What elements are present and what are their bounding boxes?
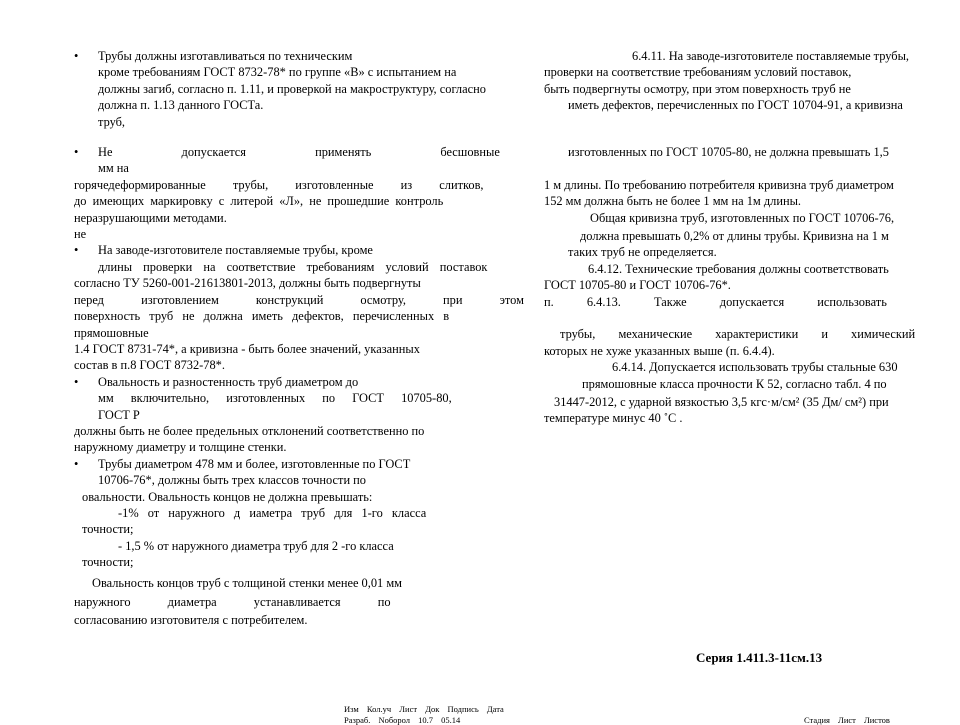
text-line: изготовленных по ГОСТ 10705-80, не должна превышать 1,5 <box>568 145 889 160</box>
text-line: 152 мм должна быть не более 1 мм на 1м длины. <box>544 194 802 209</box>
text-line: -1% от наружного д иаметра труб для 1-го класса <box>118 505 427 520</box>
title-block-header: Изм Кол.уч Лист Док Подпись Дата <box>344 704 504 714</box>
bullet-item-5 <box>74 456 480 489</box>
text-line: 1.4 ГОСТ 8731-74*, а кривизна - быть более значений, указанных <box>74 341 420 356</box>
text-line: мм на <box>98 161 129 176</box>
text-line: На заводе-изготовителе поставляемые трубы, кроме <box>98 243 373 258</box>
text-line: ГОСТ Р <box>98 407 140 422</box>
text-line: Не допускается применять бесшовные <box>98 145 500 160</box>
text-line: овальности. Овальность концов не должна превышать: <box>82 489 373 504</box>
text-line: Овальность концов труб с толщиной стенки менее 0,01 мм <box>92 575 403 590</box>
text-line: температуре минус 40 ˚С . <box>544 411 683 426</box>
text-line: 10706-76*, должны быть трех классов точности по <box>98 473 367 488</box>
text-line: должны быть не более предельных отклонений соответственно по <box>74 423 425 438</box>
text-line: 31447-2012, с ударной вязкостью 3,5 кгс·м/см² (35 Дм/ см²) при <box>554 395 889 410</box>
text-line: перед изготовлением конструкций осмотру, при этом <box>74 292 524 307</box>
text-line: Трубы диаметром 478 мм и более, изготовленные по ГОСТ <box>98 456 411 471</box>
text-line: труб, <box>98 114 126 129</box>
text-line: прямошовные <box>74 325 149 340</box>
bullet-item-4 <box>74 374 480 423</box>
text-line: 6.4.11. На заводе-изготовителе поставляемые трубы, <box>632 49 910 63</box>
bullet-dot-icon: • <box>74 374 79 389</box>
bullet-item-1 <box>74 48 486 130</box>
text-line: иметь дефектов, перечисленных по ГОСТ 10704-91, а кривизна <box>568 98 903 113</box>
bullet-item-3 <box>74 242 488 275</box>
text-line: быть подвергнуты осмотру, при этом поверхность труб не <box>544 81 851 96</box>
series-title: Серия 1.411.3-11см.13 <box>696 650 823 665</box>
text-line: до имеющих маркировку с литерой «Л», не прошедшие контроль <box>74 194 444 209</box>
text-line: - 1,5 % от наружного диаметра труб для 2 -го класса <box>118 538 394 553</box>
text-line: п. 6.4.13. Также допускается использовать <box>544 294 887 309</box>
text-line: точности; <box>82 522 134 537</box>
text-line: прямошовные класса прочности К 52, согласно табл. 4 по <box>582 376 887 391</box>
right-column <box>544 48 956 427</box>
bullet-dot-icon: • <box>74 456 79 471</box>
text-line: состав в п.8 ГОСТ 8732-78*. <box>74 358 225 373</box>
text-line: должна п. 1.13 данного ГОСТа. <box>98 98 264 113</box>
bullet-item-2 <box>74 144 500 177</box>
text-line: мм включительно, изготовленных по ГОСТ 10705-80, <box>98 391 452 406</box>
title-block-stage: Стадия Лист Листов <box>804 715 890 725</box>
text-line: должна превышать 0,2% от длины трубы. Кривизна на 1 м <box>580 229 889 244</box>
text-line: ГОСТ 10705-80 и ГОСТ 10706-76*. <box>544 278 731 293</box>
text-line: 6.4.14. Допускается использовать трубы стальные 630 <box>612 360 898 375</box>
text-line: трубы, механические характеристики и химический <box>560 327 916 342</box>
text-line: наружного диаметра устанавливается по <box>74 595 391 609</box>
text-line: Общая кривизна труб, изготовленных по ГОСТ 10706-76, <box>590 210 895 225</box>
text-line: должны загиб, согласно п. 1.11, и проверкой на макроструктуру, согласно <box>98 81 486 96</box>
text-line: Овальность и разностенность труб диаметром до <box>98 374 359 389</box>
text-line: не <box>74 227 87 242</box>
text-line: согласованию изготовителя с потребителем. <box>74 613 308 628</box>
text-line: длины проверки на соответствие требованиям условий поставок <box>98 259 488 274</box>
text-line: горячедеформированные трубы, изготовленные из слитков, <box>74 177 484 192</box>
text-line: Трубы должны изготавливаться по техническим <box>98 49 353 63</box>
bullet-dot-icon: • <box>74 49 79 63</box>
text-line: 6.4.12. Технические требования должны соответствовать <box>588 261 889 276</box>
title-block-row: Разраб. Nоборол 10.7 05.14 <box>344 715 461 725</box>
text-line: наружному диаметру и толщине стенки. <box>74 440 287 455</box>
text-line: неразрушающими методами. <box>74 210 227 225</box>
text-line: точности; <box>82 555 134 570</box>
text-line: таких труб не определяется. <box>568 245 717 260</box>
text-line: 1 м длины. По требованию потребителя кривизна труб диаметром <box>544 177 894 192</box>
bullet-dot-icon: • <box>74 243 79 258</box>
text-line: кроме требованиям ГОСТ 8732-78* по группе «В» с испытанием на <box>98 65 457 80</box>
text-line: поверхность труб не должна иметь дефектов, перечисленных в <box>74 309 450 324</box>
bullet-dot-icon: • <box>74 145 79 160</box>
text-line: которых не хуже указанных выше (п. 6.4.4). <box>544 343 775 358</box>
text-line: согласно ТУ 5260-001-21613801-2013, должны быть подвергнуты <box>74 276 421 291</box>
left-column <box>74 48 524 629</box>
text-line: проверки на соответствие требованиям условий поставок, <box>544 65 852 80</box>
